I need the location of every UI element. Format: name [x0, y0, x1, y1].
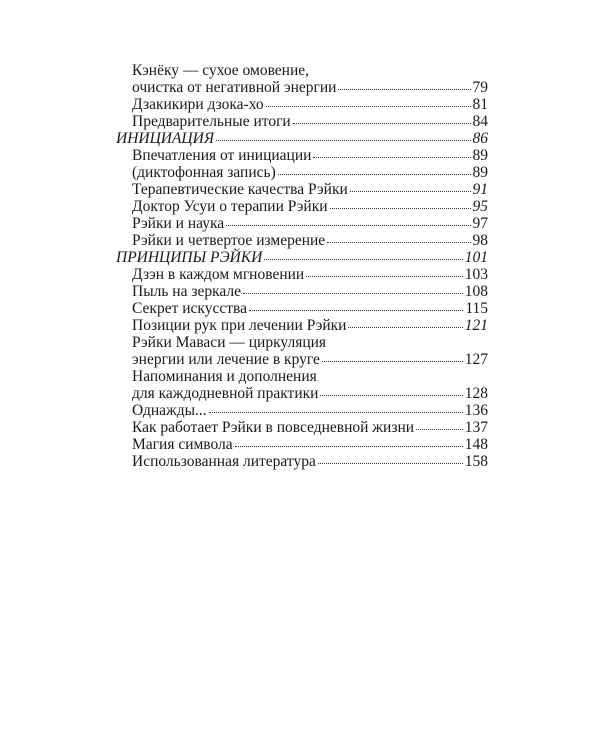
dot-leader — [327, 242, 470, 243]
toc-entry[interactable] — [116, 96, 488, 113]
dot-leader — [350, 191, 471, 192]
toc-entry-title: Пыль на зеркале — [132, 283, 242, 300]
toc-entry[interactable] — [116, 317, 488, 334]
toc-entry-row — [132, 164, 488, 181]
dot-leader — [226, 225, 470, 226]
dot-leader — [264, 259, 462, 260]
toc-entry[interactable] — [116, 147, 488, 164]
toc-entry-title: Использованная литература — [132, 453, 316, 470]
toc-entry-row — [116, 249, 488, 266]
dot-leader — [216, 140, 470, 141]
toc-page-number: 136 — [464, 402, 488, 419]
dot-leader — [249, 310, 463, 311]
toc-entry[interactable] — [116, 181, 488, 198]
toc-entry-title: энергии или лечение в круге — [132, 351, 320, 368]
dot-leader — [416, 429, 463, 430]
toc-page-number: 108 — [464, 283, 488, 300]
toc-page-number: 128 — [464, 385, 488, 402]
dot-leader — [318, 463, 463, 464]
toc-entry[interactable] — [116, 164, 488, 181]
table-of-contents — [116, 62, 488, 470]
toc-entry-row — [132, 351, 488, 368]
dot-leader — [330, 208, 471, 209]
toc-entry[interactable] — [116, 198, 488, 215]
toc-entry-row — [132, 385, 488, 402]
toc-entry-row — [132, 300, 488, 317]
toc-entry[interactable] — [116, 266, 488, 283]
toc-entry[interactable] — [116, 62, 488, 96]
toc-section[interactable] — [116, 249, 488, 266]
dot-leader — [313, 157, 470, 158]
toc-entry-title: Секрет искусства — [132, 300, 247, 317]
toc-entry-row — [132, 215, 488, 232]
toc-entry-title: Дзэн в каждом мгновении — [132, 266, 305, 283]
toc-entry-row — [132, 317, 488, 334]
toc-page-number: 95 — [472, 198, 488, 215]
toc-entry-row — [132, 419, 488, 436]
toc-entry[interactable] — [116, 436, 488, 453]
toc-entry-row — [132, 232, 488, 249]
dot-leader — [322, 361, 463, 362]
toc-page-number: 98 — [472, 232, 488, 249]
toc-entry-title: Рэйки и наука — [132, 215, 225, 232]
toc-entry-row — [132, 147, 488, 164]
toc-entry[interactable] — [116, 215, 488, 232]
toc-entry[interactable] — [116, 402, 488, 419]
dot-leader — [293, 123, 471, 124]
toc-page-number: 103 — [464, 266, 488, 283]
toc-page-number: 86 — [472, 130, 488, 147]
toc-entry-line: Кэнёку — сухое омовение, — [132, 62, 310, 79]
toc-entry-row — [132, 181, 488, 198]
dot-leader — [348, 327, 462, 328]
toc-page-number: 101 — [464, 249, 488, 266]
dot-leader — [235, 446, 463, 447]
toc-entry-row — [132, 453, 488, 470]
toc-page-number: 115 — [465, 300, 488, 317]
toc-entry-row — [132, 436, 488, 453]
toc-entry-title: Дзакикири дзока-хо — [132, 96, 264, 113]
toc-page-number: 148 — [464, 436, 488, 453]
dot-leader — [243, 293, 463, 294]
toc-entry-title: Однажды... — [132, 402, 207, 419]
toc-page-number: 89 — [472, 147, 488, 164]
toc-entry-row — [132, 283, 488, 300]
toc-entry-row — [132, 79, 488, 96]
toc-entry[interactable] — [116, 453, 488, 470]
toc-entry-title: Позиции рук при лечении Рэйки — [132, 317, 347, 334]
toc-page-number: 121 — [464, 317, 488, 334]
toc-entry[interactable] — [116, 334, 488, 368]
toc-entry-title: Как работает Рэйки в повседневной жизни — [132, 419, 415, 436]
toc-entry-title: ПРИНЦИПЫ РЭЙКИ — [116, 249, 263, 266]
toc-entry[interactable] — [116, 283, 488, 300]
toc-entry-title: ИНИЦИАЦИЯ — [116, 130, 215, 147]
dot-leader — [306, 276, 463, 277]
toc-entry-title: Терапевтические качества Рэйки — [132, 181, 348, 198]
toc-entry-row — [132, 113, 488, 130]
toc-entry-title: Доктор Усуи о терапии Рэйки — [132, 198, 328, 215]
toc-entry-row — [132, 266, 488, 283]
toc-entry-title: (диктофонная запись) — [132, 164, 276, 181]
toc-entry[interactable] — [116, 368, 488, 402]
toc-entry-row — [116, 130, 488, 147]
dot-leader — [338, 89, 470, 90]
toc-entry-line: Рэйки Маваси — циркуляция — [132, 334, 327, 351]
toc-entry-row — [132, 198, 488, 215]
toc-entry-row — [132, 402, 488, 419]
toc-page-number: 91 — [472, 181, 488, 198]
toc-page-number: 97 — [472, 215, 488, 232]
toc-page-number: 79 — [472, 79, 488, 96]
toc-page-number: 127 — [464, 351, 488, 368]
toc-page-number: 158 — [464, 453, 488, 470]
toc-page-number: 89 — [472, 164, 488, 181]
toc-entry-title: очистка от негативной энергии — [132, 79, 337, 96]
dot-leader — [209, 412, 463, 413]
toc-page-number: 137 — [464, 419, 488, 436]
toc-entry[interactable] — [116, 232, 488, 249]
toc-entry-title: Рэйки и четвертое измерение — [132, 232, 326, 249]
toc-entry-line: Напоминания и дополнения — [132, 368, 317, 385]
toc-page-number: 84 — [472, 113, 488, 130]
toc-entry-title: Впечатления от инициации — [132, 147, 312, 164]
toc-page-number: 81 — [472, 96, 488, 113]
toc-entry-row — [132, 96, 488, 113]
toc-entry-title: Магия символа — [132, 436, 233, 453]
toc-entry[interactable] — [116, 300, 488, 317]
toc-entry[interactable] — [116, 419, 488, 436]
toc-entry[interactable] — [116, 113, 488, 130]
dot-leader — [266, 106, 471, 107]
dot-leader — [278, 174, 471, 175]
toc-entry-title: Предварительные итоги — [132, 113, 291, 130]
toc-entry-title: для каждодневной практики — [132, 385, 319, 402]
dot-leader — [320, 395, 462, 396]
toc-section[interactable] — [116, 130, 488, 147]
